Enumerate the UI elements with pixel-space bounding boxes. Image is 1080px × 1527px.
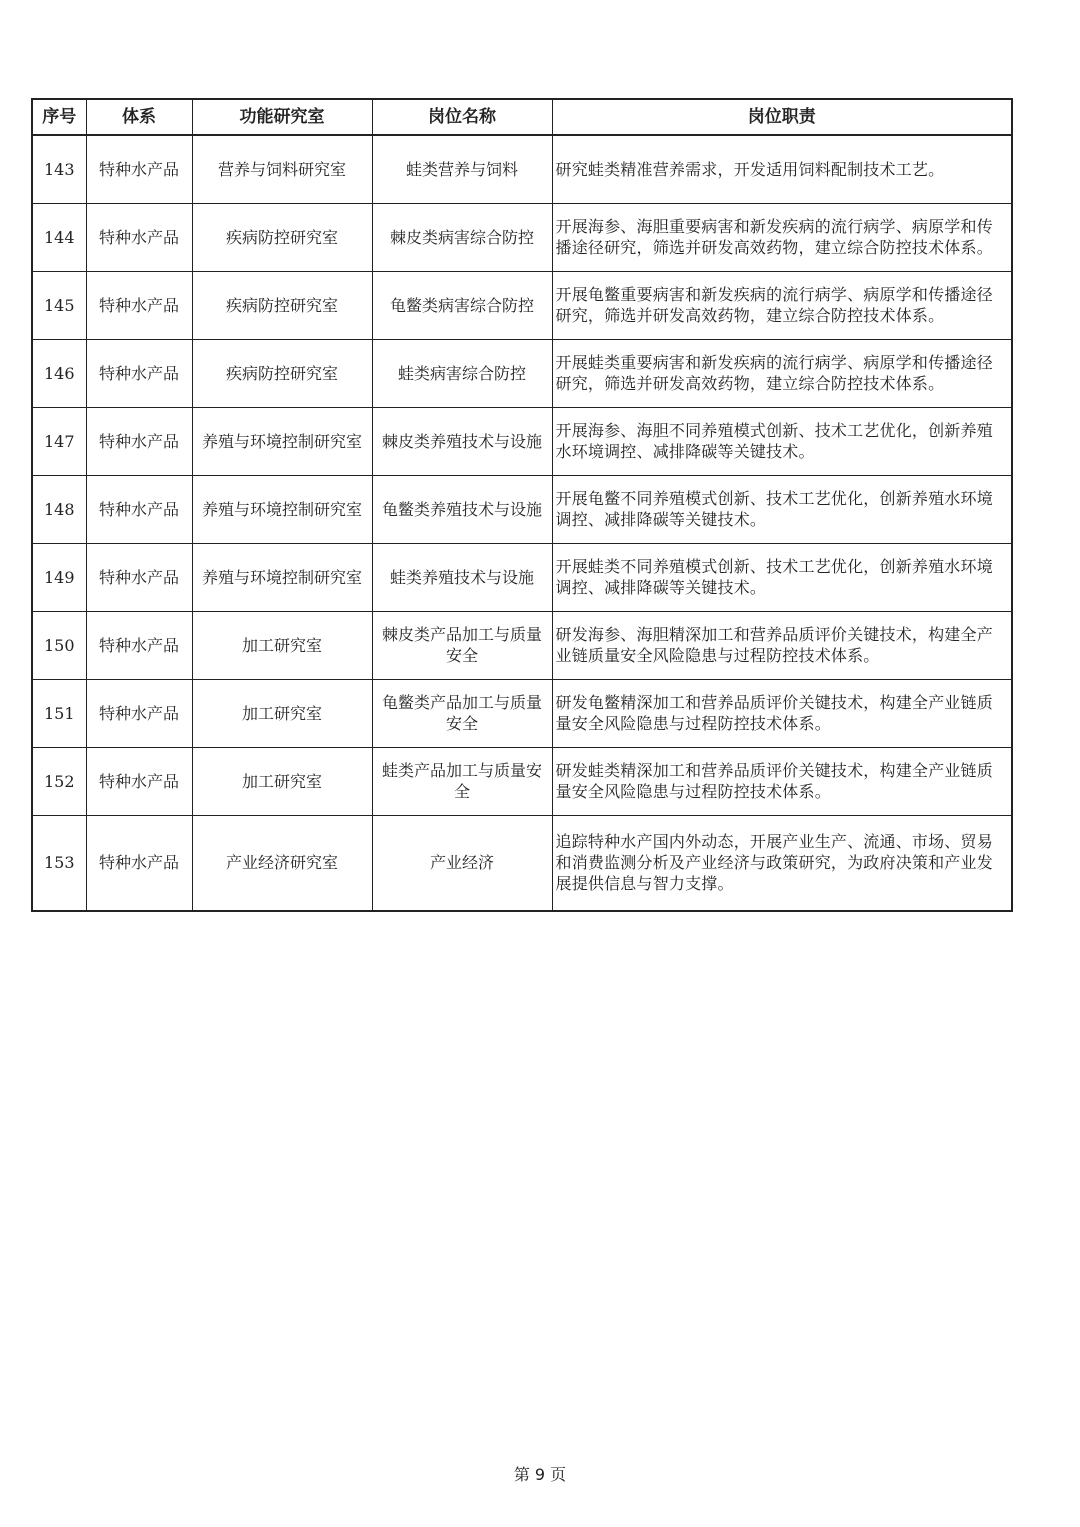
- header-duty: 岗位职责: [552, 99, 1012, 135]
- header-position: 岗位名称: [372, 99, 552, 135]
- cell-duty: 开展蛙类不同养殖模式创新、技术工艺优化，创新养殖水环境调控、减排降碳等关键技术。: [552, 543, 1012, 611]
- cell-no: 152: [32, 747, 86, 815]
- cell-system: 特种水产品: [86, 611, 192, 679]
- table-row: [32, 679, 1012, 747]
- cell-lab: 加工研究室: [192, 747, 372, 815]
- cell-lab: 加工研究室: [192, 611, 372, 679]
- cell-duty: 研发海参、海胆精深加工和营养品质评价关键技术，构建全产业链质量安全风险隐患与过程防控技术体系。: [552, 611, 1012, 679]
- cell-no: 143: [32, 135, 86, 203]
- cell-duty: 开展龟鳖不同养殖模式创新、技术工艺优化，创新养殖水环境调控、减排降碳等关键技术。: [552, 475, 1012, 543]
- cell-system: 特种水产品: [86, 271, 192, 339]
- cell-duty: 开展蛙类重要病害和新发疾病的流行病学、病原学和传播途径研究，筛选并研发高效药物，建立综合防控技术体系。: [552, 339, 1012, 407]
- cell-duty: 研究蛙类精准营养需求，开发适用饲料配制技术工艺。: [552, 135, 1012, 203]
- table-row: [32, 271, 1012, 339]
- cell-position: 棘皮类病害综合防控: [372, 203, 552, 271]
- cell-duty: 开展海参、海胆不同养殖模式创新、技术工艺优化，创新养殖水环境调控、减排降碳等关键技术。: [552, 407, 1012, 475]
- cell-no: 146: [32, 339, 86, 407]
- cell-position: 蛙类养殖技术与设施: [372, 543, 552, 611]
- cell-lab: 疾病防控研究室: [192, 203, 372, 271]
- cell-no: 147: [32, 407, 86, 475]
- table-row: [32, 203, 1012, 271]
- page-number: 第 9 页: [513, 1465, 567, 1484]
- cell-system: 特种水产品: [86, 339, 192, 407]
- cell-system: 特种水产品: [86, 475, 192, 543]
- cell-system: 特种水产品: [86, 407, 192, 475]
- header-system: 体系: [86, 99, 192, 135]
- cell-position: 棘皮类产品加工与质量安全: [372, 611, 552, 679]
- cell-system: 特种水产品: [86, 135, 192, 203]
- cell-no: 153: [32, 815, 86, 911]
- cell-system: 特种水产品: [86, 203, 192, 271]
- cell-lab: 产业经济研究室: [192, 815, 372, 911]
- cell-system: 特种水产品: [86, 679, 192, 747]
- table-row: [32, 135, 1012, 203]
- table-row: [32, 747, 1012, 815]
- table-row: [32, 407, 1012, 475]
- positions-table: [31, 98, 1013, 912]
- cell-no: 145: [32, 271, 86, 339]
- cell-duty: 追踪特种水产国内外动态，开展产业生产、流通、市场、贸易和消费监测分析及产业经济与政策研究，为政府决策和产业发展提供信息与智力支撑。: [552, 815, 1012, 911]
- cell-lab: 疾病防控研究室: [192, 339, 372, 407]
- cell-position: 龟鳖类养殖技术与设施: [372, 475, 552, 543]
- cell-no: 144: [32, 203, 86, 271]
- cell-system: 特种水产品: [86, 543, 192, 611]
- cell-no: 148: [32, 475, 86, 543]
- cell-system: 特种水产品: [86, 815, 192, 911]
- table-row: [32, 611, 1012, 679]
- cell-position: 龟鳖类产品加工与质量安全: [372, 679, 552, 747]
- cell-position: 产业经济: [372, 815, 552, 911]
- cell-lab: 加工研究室: [192, 679, 372, 747]
- table-row: [32, 543, 1012, 611]
- cell-position: 蛙类产品加工与质量安全: [372, 747, 552, 815]
- table-row: [32, 815, 1012, 911]
- cell-no: 151: [32, 679, 86, 747]
- cell-position: 棘皮类养殖技术与设施: [372, 407, 552, 475]
- cell-lab: 营养与饲料研究室: [192, 135, 372, 203]
- cell-lab: 疾病防控研究室: [192, 271, 372, 339]
- cell-lab: 养殖与环境控制研究室: [192, 475, 372, 543]
- cell-no: 149: [32, 543, 86, 611]
- cell-lab: 养殖与环境控制研究室: [192, 407, 372, 475]
- table-header-row: [32, 99, 1012, 135]
- cell-position: 蛙类病害综合防控: [372, 339, 552, 407]
- cell-duty: 开展海参、海胆重要病害和新发疾病的流行病学、病原学和传播途径研究，筛选并研发高效药物，建立综合防控技术体系。: [552, 203, 1012, 271]
- cell-no: 150: [32, 611, 86, 679]
- cell-duty: 研发蛙类精深加工和营养品质评价关键技术，构建全产业链质量安全风险隐患与过程防控技术体系。: [552, 747, 1012, 815]
- table-row: [32, 339, 1012, 407]
- header-no: 序号: [32, 99, 86, 135]
- cell-lab: 养殖与环境控制研究室: [192, 543, 372, 611]
- cell-position: 蛙类营养与饲料: [372, 135, 552, 203]
- cell-system: 特种水产品: [86, 747, 192, 815]
- cell-duty: 开展龟鳖重要病害和新发疾病的流行病学、病原学和传播途径研究，筛选并研发高效药物，建立综合防控技术体系。: [552, 271, 1012, 339]
- cell-duty: 研发龟鳖精深加工和营养品质评价关键技术，构建全产业链质量安全风险隐患与过程防控技术体系。: [552, 679, 1012, 747]
- table-row: [32, 475, 1012, 543]
- cell-position: 龟鳖类病害综合防控: [372, 271, 552, 339]
- header-lab: 功能研究室: [192, 99, 372, 135]
